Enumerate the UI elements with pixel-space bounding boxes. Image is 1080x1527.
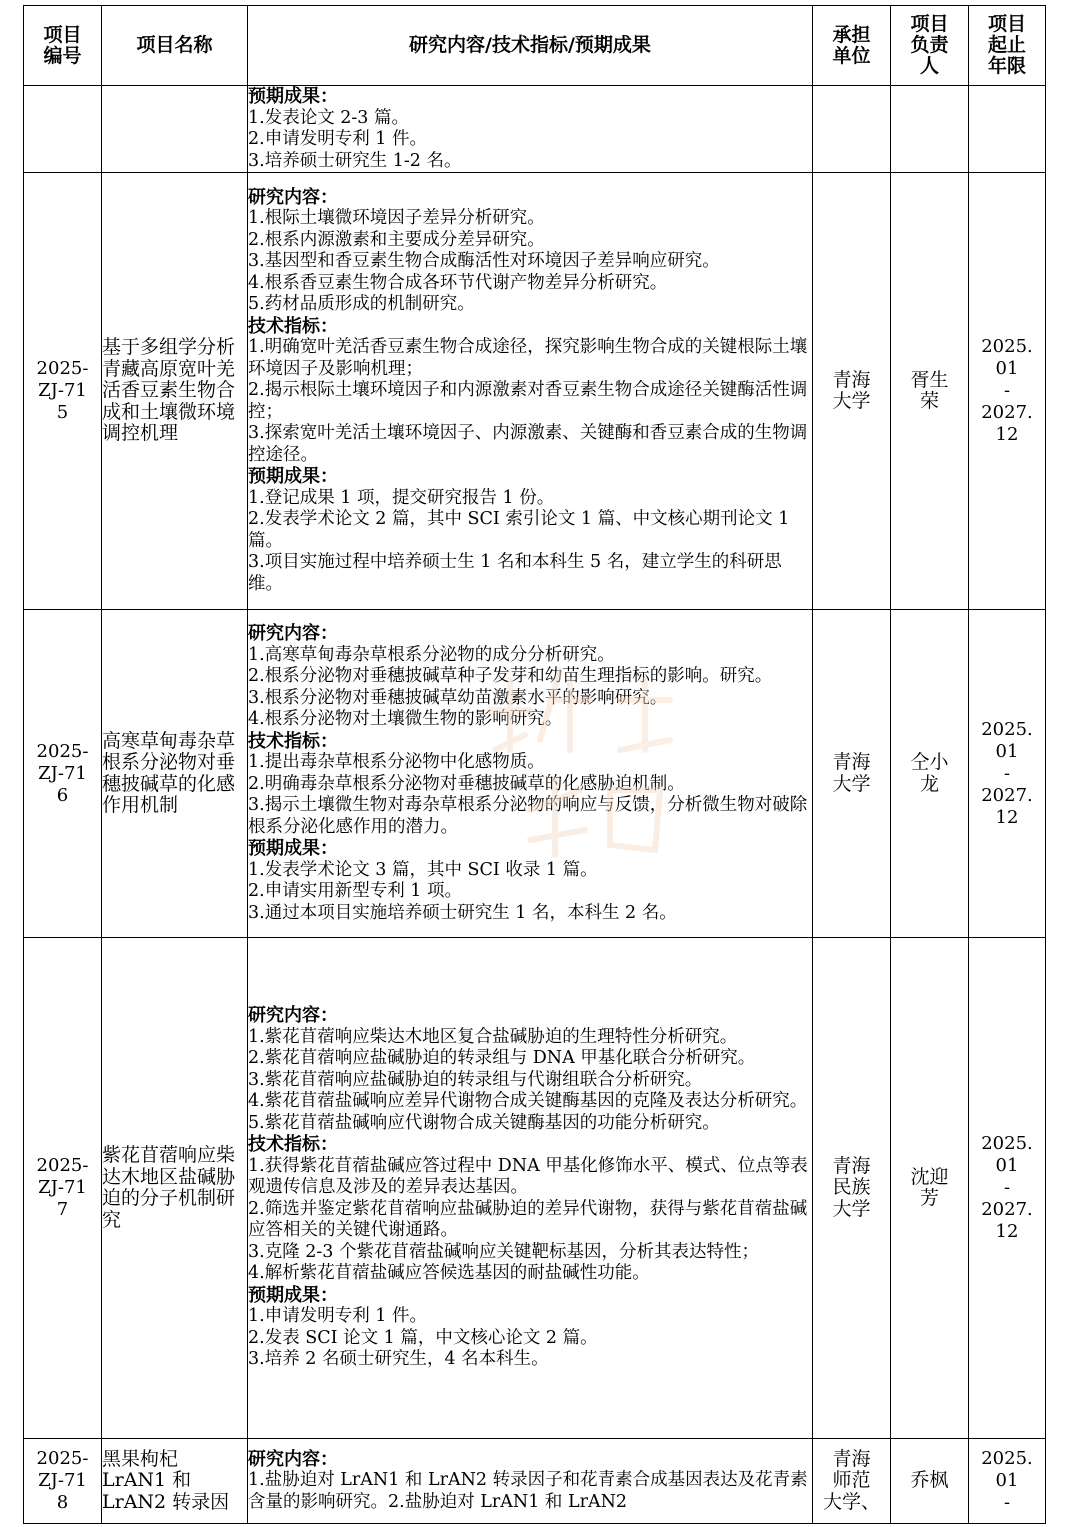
project-name-text: 高寒草甸毒杂草根系分泌物对垂穗披碱草的化感作用机制 bbox=[102, 729, 236, 816]
project-id-cell-line: 6 bbox=[56, 784, 69, 806]
project-id-cell-line: 2025- bbox=[36, 1155, 89, 1176]
project-id-cell-line: 2025- bbox=[36, 740, 89, 762]
section-heading: 预期成果： bbox=[248, 86, 338, 107]
unit-cell-line: 师范 bbox=[832, 1469, 871, 1492]
section-heading: 预期成果： bbox=[248, 1284, 338, 1306]
project-content-cell bbox=[248, 86, 813, 173]
header-text: 负责 bbox=[910, 34, 949, 56]
period-cell bbox=[969, 173, 1046, 610]
content-line: 2.筛选并鉴定紫花苜蓿响应盐碱胁迫的差异代谢物，获得与紫花苜蓿盐碱应答相关的关键代谢通路。 bbox=[248, 1198, 808, 1241]
period-cell-line: 01 bbox=[995, 1470, 1019, 1491]
project-name-text: 基于多组学分析青藏高原宽叶羌活香豆素生物合成和土壤微环境调控机理 bbox=[102, 336, 236, 445]
period-cell-line: - bbox=[1003, 762, 1011, 784]
table-body bbox=[24, 86, 1046, 1524]
content-line: 2.申请发明专利 1 件。 bbox=[248, 129, 427, 149]
content-line: 1.发表论文 2-3 篇。 bbox=[248, 107, 410, 128]
unit-cell-line: 青海 bbox=[832, 751, 871, 773]
header-project-id bbox=[24, 6, 102, 86]
header-text: 项目 bbox=[910, 13, 949, 35]
project-id-cell-line: 8 bbox=[56, 1492, 69, 1513]
lead-cell-line: 荣 bbox=[919, 390, 939, 412]
period-cell-line: 01 bbox=[995, 1155, 1019, 1176]
project-name-cell bbox=[102, 173, 248, 610]
lead-cell bbox=[891, 610, 969, 938]
lead-cell-line: 龙 bbox=[919, 772, 939, 795]
header-period bbox=[969, 6, 1046, 86]
content-line: 4.解析紫花苜蓿盐碱应答候选基因的耐盐碱性功能。 bbox=[248, 1263, 650, 1284]
project-id-cell-line: ZJ-71 bbox=[38, 380, 87, 401]
content-line: 1.高寒草甸毒杂草根系分泌物的成分分析研究。 bbox=[248, 644, 615, 665]
project-name-text: 紫花苜蓿响应柴达木地区盐碱胁迫的分子机制研究 bbox=[102, 1144, 236, 1231]
header-lead bbox=[891, 6, 969, 86]
section-heading: 研究内容： bbox=[248, 186, 338, 208]
section-heading: 技术指标： bbox=[248, 730, 338, 752]
content-line: 3.培养 2 名硕士研究生，4 名本科生。 bbox=[248, 1349, 549, 1370]
header-unit bbox=[813, 6, 891, 86]
table-row bbox=[24, 173, 1046, 610]
lead-cell bbox=[891, 173, 969, 610]
period-cell bbox=[969, 1439, 1046, 1524]
project-id-cell-line: ZJ-71 bbox=[38, 1177, 87, 1198]
period-cell-line: 12 bbox=[995, 1221, 1019, 1242]
project-content-cell bbox=[248, 1439, 813, 1524]
content-line: 5.药材品质形成的机制研究。 bbox=[248, 294, 475, 315]
unit-cell bbox=[813, 173, 891, 610]
period-cell bbox=[969, 938, 1046, 1439]
section-heading: 研究内容： bbox=[248, 1005, 338, 1027]
project-name-cell bbox=[102, 938, 248, 1439]
lead-cell bbox=[891, 1439, 969, 1524]
header-text: 起止 bbox=[987, 34, 1026, 56]
content-line: 2.明确毒杂草根系分泌物对垂穗披碱草的化感胁迫机制。 bbox=[248, 773, 685, 794]
project-id-cell-line: 7 bbox=[56, 1199, 69, 1220]
content-line: 1.申请发明专利 1 件。 bbox=[248, 1306, 427, 1327]
unit-cell-line: 大学 bbox=[832, 1197, 871, 1220]
unit-cell-line: 大学、 bbox=[822, 1490, 880, 1513]
content-line: 2.根系内源激素和主要成分差异研究。 bbox=[248, 229, 545, 250]
content-line: 2.揭示根际土壤环境因子和内源激素对香豆素生物合成途径关键酶活性调控； bbox=[248, 380, 808, 422]
content-line: 1.明确宽叶羌活香豆素生物合成途径，探究影响生物合成的关键根际土壤环境因子及影响机理； bbox=[248, 337, 808, 379]
project-name-cell bbox=[102, 1439, 248, 1524]
project-id-cell bbox=[24, 610, 102, 938]
unit-cell-line: 大学 bbox=[832, 772, 871, 795]
unit-cell bbox=[813, 86, 891, 173]
content-line: 2.发表学术论文 2 篇，其中 SCI 索引论文 1 篇、中文核心期刊论文 1 篇。 bbox=[248, 509, 790, 551]
project-id-cell-line: ZJ-71 bbox=[38, 762, 87, 784]
header-text: 人 bbox=[919, 55, 939, 77]
period-cell-line: 01 bbox=[995, 740, 1019, 762]
content-line: 1.紫花苜蓿响应柴达木地区复合盐碱胁迫的生理特性分析研究。 bbox=[248, 1026, 738, 1047]
section-heading: 预期成果： bbox=[248, 466, 338, 488]
lead-cell bbox=[891, 938, 969, 1439]
content-line: 3.基因型和香豆素生物合成酶活性对环境因子差异响应研究。 bbox=[248, 251, 720, 272]
period-cell-line: - bbox=[1003, 380, 1011, 401]
content-line: 1.获得紫花苜蓿盐碱应答过程中 DNA 甲基化修饰水平、模式、位点等表观遗传信息及涉及的差异表达基因。 bbox=[248, 1155, 808, 1198]
lead-cell-line: 仝小 bbox=[910, 751, 949, 773]
header-text: 单位 bbox=[832, 44, 871, 67]
unit-cell-line: 大学 bbox=[832, 390, 871, 412]
project-name-cell bbox=[102, 610, 248, 938]
period-cell-line: - bbox=[1003, 1177, 1011, 1198]
content-line: 3.克隆 2-3 个紫花苜蓿盐碱响应关键靶标基因，分析其表达特性； bbox=[248, 1241, 760, 1262]
header-text: 年限 bbox=[987, 55, 1026, 77]
unit-cell bbox=[813, 1439, 891, 1524]
table-row bbox=[24, 938, 1046, 1439]
content-line: 4.根系分泌物对土壤微生物的影响研究。 bbox=[248, 709, 563, 729]
period-cell-line: 2025. bbox=[981, 1133, 1033, 1154]
period-cell-line: 12 bbox=[995, 424, 1019, 445]
content-line: 1.盐胁迫对 LrAN1 和 LrAN2 转录因子和花青素合成基因表达及花青素含量的影响研究。2.盐胁迫对 LrAN1 和 LrAN2 bbox=[248, 1470, 808, 1512]
period-cell-line: - bbox=[1003, 1492, 1011, 1513]
header-text: 研究内容/技术指标/预期成果 bbox=[409, 34, 651, 56]
project-name-cell bbox=[102, 86, 248, 173]
content-line: 1.发表学术论文 3 篇，其中 SCI 收录 1 篇。 bbox=[248, 859, 598, 880]
content-line: 3.培养硕士研究生 1-2 名。 bbox=[248, 150, 462, 171]
section-heading: 技术指标： bbox=[248, 1134, 338, 1156]
project-id-cell-line: 2025- bbox=[36, 1448, 89, 1469]
unit-cell-line: 青海 bbox=[832, 1154, 871, 1177]
period-cell-line: 2025. bbox=[981, 1448, 1033, 1469]
content-line: 4.紫花苜蓿盐碱响应差异代谢物合成关键酶基因的克隆及表达分析研究。 bbox=[248, 1091, 808, 1112]
content-line: 1.提出毒杂草根系分泌物中化感物质。 bbox=[248, 752, 545, 772]
period-cell-line: 2027. bbox=[981, 784, 1033, 806]
table-row bbox=[24, 610, 1046, 938]
project-id-cell bbox=[24, 86, 102, 173]
period-cell-line: 2027. bbox=[981, 402, 1033, 423]
content-line: 4.根系香豆素生物合成各环节代谢产物差异分析研究。 bbox=[248, 272, 668, 293]
project-content-cell bbox=[248, 938, 813, 1439]
period-cell-line: 2025. bbox=[981, 336, 1033, 357]
period-cell-line: 2027. bbox=[981, 1199, 1033, 1220]
lead-cell-line: 胥生 bbox=[910, 368, 949, 391]
lead-cell-line: 乔枫 bbox=[910, 1469, 949, 1492]
header-text: 承担 bbox=[832, 23, 871, 46]
period-cell-line: 12 bbox=[995, 806, 1019, 828]
project-table bbox=[23, 5, 1046, 1524]
section-heading: 技术指标： bbox=[248, 315, 338, 337]
content-line: 3.项目实施过程中培养硕士生 1 名和本科生 5 名，建立学生的科研思维。 bbox=[248, 552, 782, 594]
unit-cell bbox=[813, 938, 891, 1439]
table-row bbox=[24, 86, 1046, 173]
table-row bbox=[24, 1439, 1046, 1524]
section-heading: 研究内容： bbox=[248, 623, 338, 644]
content-line: 2.根系分泌物对垂穗披碱草种子发芽和幼苗生理指标的影响。研究。 bbox=[248, 666, 773, 686]
content-line: 2.紫花苜蓿响应盐碱胁迫的转录组与 DNA 甲基化联合分析研究。 bbox=[248, 1048, 756, 1069]
project-id-cell-line: 2025- bbox=[36, 358, 89, 379]
content-line: 5.紫花苜蓿盐碱响应代谢物合成关键酶基因的功能分析研究。 bbox=[248, 1112, 720, 1133]
table-header-row bbox=[24, 6, 1046, 86]
header-text: 编号 bbox=[43, 44, 82, 67]
section-heading: 研究内容： bbox=[248, 1448, 338, 1470]
content-line: 3.通过本项目实施培养硕士研究生 1 名，本科生 2 名。 bbox=[248, 902, 677, 923]
project-content-cell bbox=[248, 610, 813, 938]
lead-cell bbox=[891, 86, 969, 173]
project-id-cell-line: 5 bbox=[56, 402, 69, 423]
header-text: 项目名称 bbox=[136, 34, 213, 56]
unit-cell-line: 青海 bbox=[832, 368, 871, 391]
content-line: 3.紫花苜蓿响应盐碱胁迫的转录组与代谢组联合分析研究。 bbox=[248, 1069, 703, 1090]
content-line: 2.发表 SCI 论文 1 篇，中文核心论文 2 篇。 bbox=[248, 1327, 598, 1348]
content-line: 3.揭示土壤微生物对毒杂草根系分泌物的响应与反馈，分析微生物对破除根系分泌化感作用的潜力。 bbox=[248, 795, 808, 837]
unit-cell bbox=[813, 610, 891, 938]
period-cell-line: 2025. bbox=[981, 718, 1033, 740]
period-cell bbox=[969, 610, 1046, 938]
project-id-cell bbox=[24, 938, 102, 1439]
section-heading: 预期成果： bbox=[248, 838, 338, 859]
header-text: 项目 bbox=[987, 13, 1026, 35]
project-name-text: 黑果枸杞 LrAN1 和 LrAN2 转录因 bbox=[102, 1447, 230, 1513]
unit-cell-line: 民族 bbox=[832, 1176, 871, 1199]
content-line: 2.申请实用新型专利 1 项。 bbox=[248, 881, 462, 901]
header-text: 项目 bbox=[43, 23, 82, 46]
content-line: 1.根际土壤微环境因子差异分析研究。 bbox=[248, 208, 545, 229]
header-content bbox=[248, 6, 813, 86]
period-cell-line: 01 bbox=[995, 358, 1019, 379]
project-id-cell bbox=[24, 173, 102, 610]
content-line: 1.登记成果 1 项，提交研究报告 1 份。 bbox=[248, 487, 555, 508]
content-line: 3.探索宽叶羌活土壤环境因子、内源激素、关键酶和香豆素合成的生物调控途径。 bbox=[248, 423, 808, 465]
project-id-cell-line: ZJ-71 bbox=[38, 1470, 87, 1491]
header-project-name bbox=[102, 6, 248, 86]
project-content-cell bbox=[248, 173, 813, 610]
period-cell bbox=[969, 86, 1046, 173]
content-line: 3.根系分泌物对垂穗披碱草幼苗激素水平的影响研究。 bbox=[248, 687, 668, 708]
lead-cell-line: 芳 bbox=[919, 1187, 939, 1209]
lead-cell-line: 沈迎 bbox=[910, 1165, 949, 1188]
unit-cell-line: 青海 bbox=[832, 1447, 871, 1470]
project-id-cell bbox=[24, 1439, 102, 1524]
